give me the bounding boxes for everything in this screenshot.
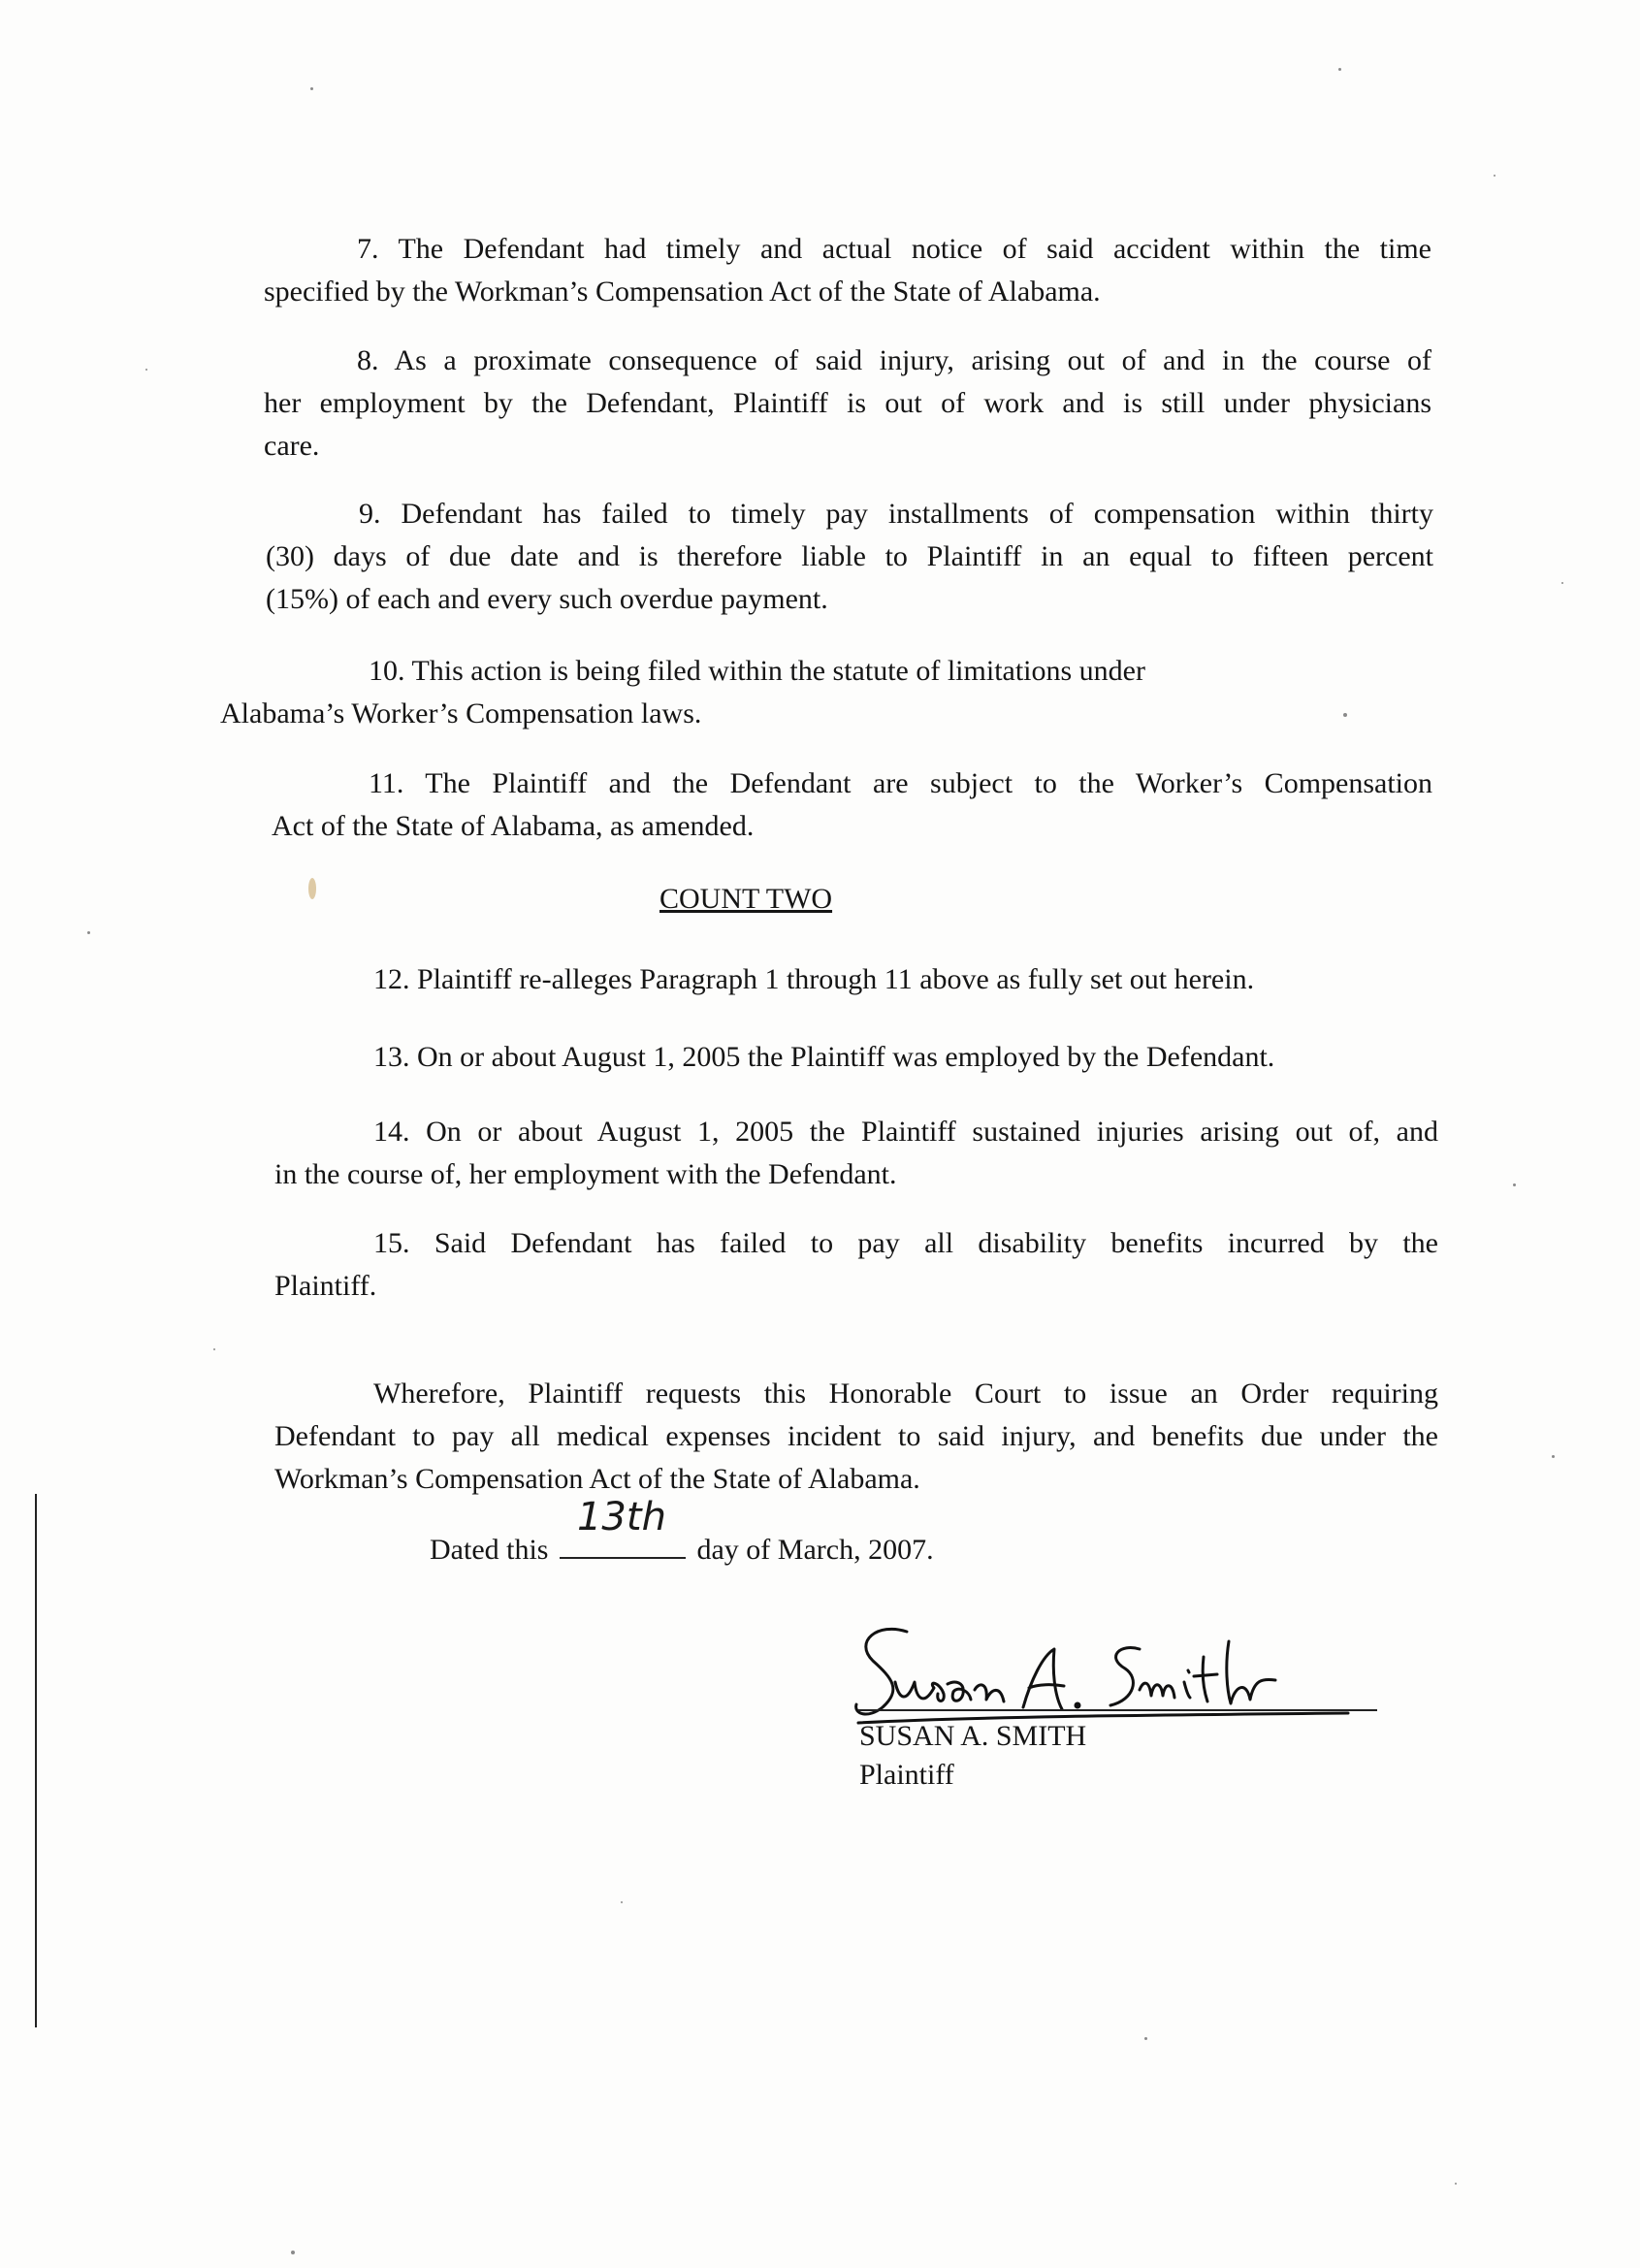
scan-speck [1561,582,1563,584]
paragraph-line: specified by the Workman’s Compensation Act of the State of Alabama. [264,275,1101,308]
paragraph-line: Plaintiff. [274,1270,377,1302]
handwritten-day: 13th [576,1495,666,1539]
paragraph-line: 9. Defendant has failed to timely pay installments of compensation within thirty [359,498,1433,530]
wherefore-paragraph [274,1373,1438,1501]
paragraph-line: Alabama’s Worker’s Compensation laws. [220,697,702,729]
scan-speck [1513,1183,1516,1186]
paragraph-line: Defendant to pay all medical expenses incident to said injury, and benefits due under the [274,1420,1438,1452]
scan-speck [1455,2183,1457,2185]
paragraph-line: 12. Plaintiff re-alleges Paragraph 1 through 11 above as fully set out herein. [373,963,1255,995]
left-margin-rule [35,1494,37,2027]
dated-line [430,1495,934,1567]
scan-speck [1552,1455,1555,1458]
paragraph-line: her employment by the Defendant, Plaintiff is out of work and is still under physicians [264,387,1431,419]
paragraph-line: Act of the State of Alabama, as amended. [272,810,755,842]
scan-speck [310,87,313,90]
paragraph-13 [373,1036,1440,1079]
handwritten-signature [849,1622,1353,1729]
paper-stain [308,878,316,899]
paragraph-line: (15%) of each and every such overdue payment. [266,583,828,615]
paragraph-line: 11. The Plaintiff and the Defendant are subject to the Worker’s Compensation [369,767,1432,799]
dated-suffix: day of March, 2007. [696,1534,934,1566]
paragraph-7 [264,228,1431,313]
scan-speck [145,369,147,371]
paragraph-10 [220,650,1287,735]
scan-speck [1494,175,1495,177]
paragraph-line: 13. On or about August 1, 2005 the Plaintiff was employed by the Defendant. [373,1041,1275,1073]
paragraph-line: 14. On or about August 1, 2005 the Plaintiff sustained injuries arising out of, and [373,1116,1438,1148]
paragraph-line: 8. As a proximate consequence of said injury, arising out of and in the course of [357,344,1431,376]
scan-speck [1343,713,1347,717]
scan-speck [213,1348,215,1350]
scan-speck [87,931,90,934]
paragraph-line: in the course of, her employment with the Defendant. [274,1158,897,1190]
paragraph-line: 10. This action is being filed within the statute of limitations under [369,655,1145,687]
paragraph-line: 15. Said Defendant has failed to pay all disability benefits incurred by the [373,1227,1438,1259]
paragraph-8 [264,340,1431,468]
paragraph-11 [272,762,1432,848]
scan-speck [621,1901,623,1903]
paragraph-line: Workman’s Compensation Act of the State of Alabama. [274,1463,920,1495]
scan-speck [1338,68,1341,71]
signer-role: Plaintiff [859,1759,954,1791]
count-two-heading: COUNT TWO [659,883,833,915]
scan-speck [1144,2037,1147,2040]
dated-prefix: Dated this [430,1534,549,1566]
signature-line [858,1709,1377,1711]
scan-speck [291,2251,295,2254]
paragraph-9 [266,493,1433,621]
paragraph-15 [274,1222,1438,1308]
paragraph-14 [274,1111,1438,1196]
paragraph-line: care. [264,430,320,462]
paragraph-line: 7. The Defendant had timely and actual notice of said accident within the time [357,233,1431,265]
signer-name: SUSAN A. SMITH [859,1720,1087,1752]
paragraph-line: Wherefore, Plaintiff requests this Honorable Court to issue an Order requiring [373,1377,1438,1409]
paragraph-line: (30) days of due date and is therefore liable to Plaintiff in an equal to fifteen percent [266,540,1433,572]
paragraph-12 [373,958,1440,1001]
day-blank [560,1495,686,1559]
